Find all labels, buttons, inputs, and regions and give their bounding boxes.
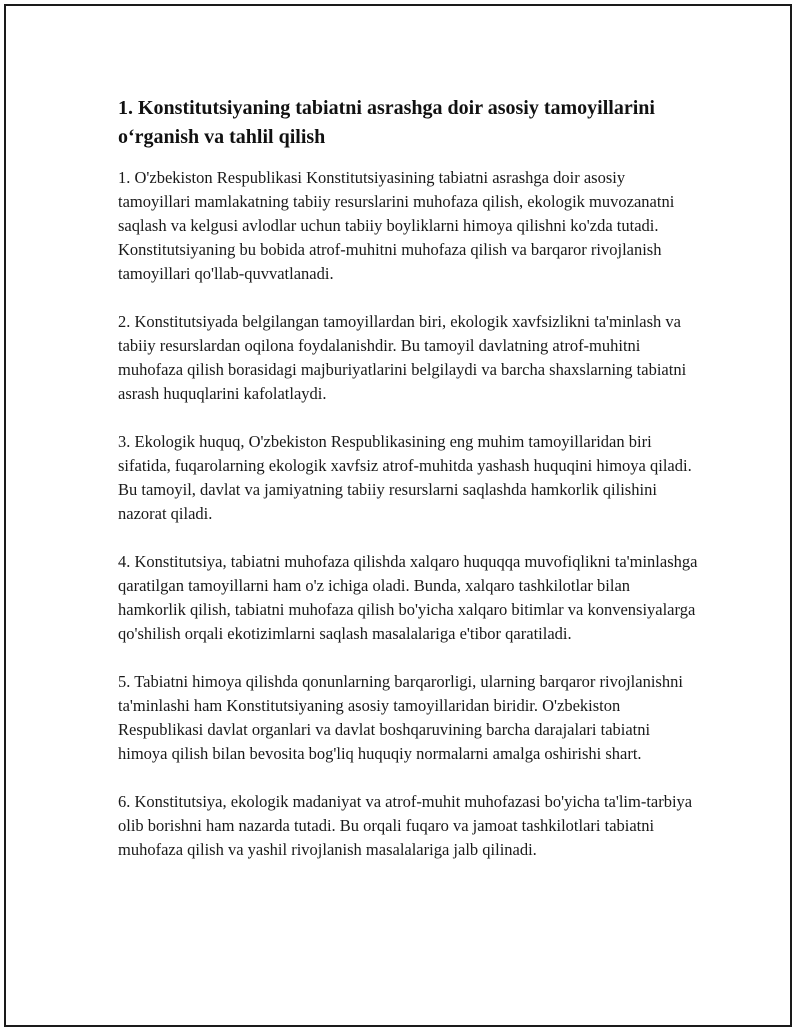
paragraph-2: 2. Konstitutsiyada belgilangan tamoyillardan biri, ekologik xavfsizlikni ta'minlash va tabiiy resurslardan oqilona foydalanishdir. Bu tamoyil davlatning atrof-muhitni muhofaza qilish borasidagi majburiyatlarini belgilaydi va barcha shaxslarning tabiatni asrash huquqlarini kafolatlaydi. xyxy=(118,312,687,403)
paragraph-6: 6. Konstitutsiya, ekologik madaniyat va atrof-muhit muhofazasi bo'yicha ta'lim-tarbiya olib borishni ham nazarda tutadi. Bu orqali fuqaro va jamoat tashkilotlari tabiatni muhofaza qilish va yashil rivojlanish masalalariga jalb qilinadi. xyxy=(118,792,693,859)
paragraph-1: 1. O'zbekiston Respublikasi Konstitutsiyasining tabiatni asrashga doir asosiy tamoyillari mamlakatning tabiiy resurslarini muhofaza qilish, ekologik muvozanatni saqlash va kelgusi avlodlar uchun tabiiy boyliklarni himoya qilishni ko'zda tutadi. Konstitutsiyaning bu bobida atrof-muhitni muhofaza qilish va barqaror rivojlanish tamoyillari qo'llab-quvvatlanadi. xyxy=(118,168,675,283)
document-title: 1. Konstitutsiyaning tabiatni asrashga doir asosiy tamoyillarini o‘rganish va tahlil qilish xyxy=(118,97,655,148)
paragraph-4: 4. Konstitutsiya, tabiatni muhofaza qilishda xalqaro huquqqa muvofiqlikni ta'minlashga qaratilgan tamoyillarni ham o'z ichiga oladi. Bunda, xalqaro tashkilotlar bilan hamkorlik qilish, tabiatni muhofaza qilish bo'yicha xalqaro bitimlar va konvensiyalarga qo'shilish orqali ekotizimlarni saqlash masalalariga e'tibor qaratiladi. xyxy=(118,552,698,643)
document-body xyxy=(118,94,698,886)
paragraph-3: 3. Ekologik huquq, O'zbekiston Respublikasining eng muhim tamoyillaridan biri sifatida, fuqarolarning ekologik xavfsiz atrof-muhitda yashash huquqini himoya qiladi. Bu tamoyil, davlat va jamiyatning tabiiy resurslarni saqlashda hamkorlik qilishini nazorat qiladi. xyxy=(118,432,692,523)
paragraph-5: 5. Tabiatni himoya qilishda qonunlarning barqarorligi, ularning barqaror rivojlanishni ta'minlashi ham Konstitutsiyaning asosiy tamoyillaridan biridir. O'zbekiston Respublikasi davlat organlari va davlat boshqaruvining barcha darajalari tabiatni himoya qilish bilan bevosita bog'liq huquqiy normalarni amalga oshirishi shart. xyxy=(118,672,683,763)
